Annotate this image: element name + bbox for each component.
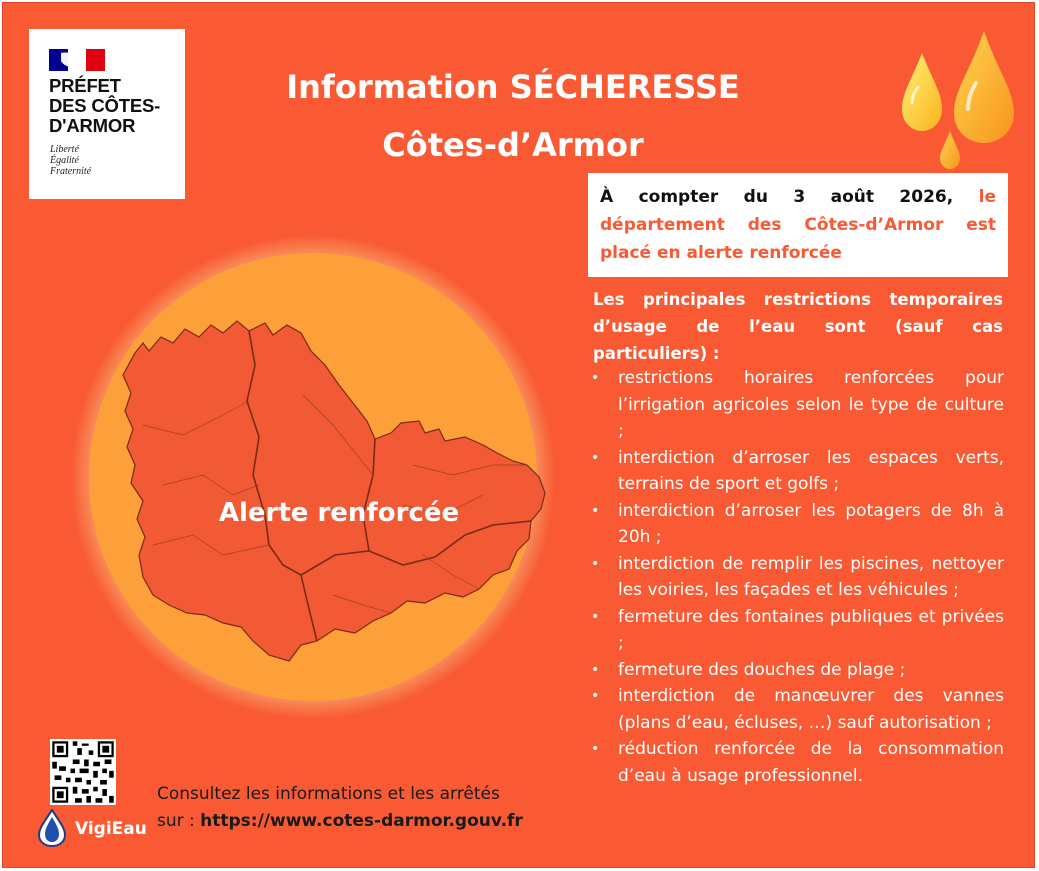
list-item [589,445,1004,498]
logo-line-3: D'ARMOR [49,115,136,136]
restriction-text: réduction renforcée de la consommation d’eau à usage professionnel. [618,739,1004,786]
restriction-text: interdiction de manœuvrer des vannes (plans d’eau, écluses, …) sauf autorisation ; [618,686,1004,733]
bullet-icon: • [591,741,600,757]
bullet-icon: • [591,555,600,572]
alert-statement: le département des Côtes-d’Armor est placé en alerte renforcée [600,187,996,263]
prefecture-logo [29,29,185,199]
list-item [589,498,1004,551]
list-item [589,604,1004,657]
devise-liberte: Liberté [50,144,79,155]
devise-fraternite: Fraternité [50,166,92,177]
list-item [589,365,1004,445]
alert-level-label: Alerte renforcée [218,498,460,528]
list-item [589,683,1004,736]
list-item [589,657,1004,684]
bullet-icon: • [591,370,600,386]
bullet-icon: • [591,661,600,678]
page-title-line-1: Information SÉCHERESSE [286,68,740,106]
restrictions-intro: Les principales restrictions temporaires d’usage de l’eau sont (sauf cas particuliers) : [593,290,1003,363]
consult-text [157,781,557,835]
list-item [589,551,1004,604]
list-item [589,736,1004,789]
bullet-icon: • [591,502,600,519]
consult-sur: sur : [157,811,201,831]
alert-info-box [588,173,1008,277]
water-drops-icon [898,31,1028,171]
marianne-flag-icon [49,49,105,71]
department-map [73,225,593,725]
consult-line-1: Consultez les informations et les arrêtés [157,784,500,804]
vigieau-logo [37,809,157,849]
restriction-text: interdiction de remplir les piscines, nettoyer les voiries, les façades et les véhicules ; [618,553,1004,600]
restriction-text: restrictions horaires renforcées pour l’irrigation agricoles selon le type de culture ; [618,368,1004,441]
consult-line-2 [157,808,557,835]
page-title-line-2: Côtes-d’Armor [382,126,644,164]
alert-date: À compter du 3 août 2026, [600,187,954,207]
restriction-text: interdiction d’arroser les espaces verts, terrains de sport et golfs ; [618,447,1004,494]
drought-info-poster [2,2,1035,868]
logo-line-2: DES CÔTES- [49,95,161,116]
restriction-text: interdiction d’arroser les potagers de 8h à 20h ; [618,500,1004,547]
bullet-icon: • [591,688,600,704]
devise-egalite: Égalité [50,155,79,166]
restriction-text: fermeture des fontaines publiques et privées ; [618,606,1004,653]
restrictions-list [589,365,1004,789]
restriction-text: fermeture des douches de plage ; [618,659,906,680]
website-link[interactable]: https://www.cotes-darmor.gouv.fr [200,811,523,831]
vigieau-drop-icon [37,809,67,847]
logo-line-1: PRÉFET [49,75,121,96]
qr-code-icon[interactable] [50,739,116,805]
bullet-icon: • [591,449,600,466]
vigieau-name: VigiEau [75,819,147,839]
bullet-icon: • [591,608,600,625]
